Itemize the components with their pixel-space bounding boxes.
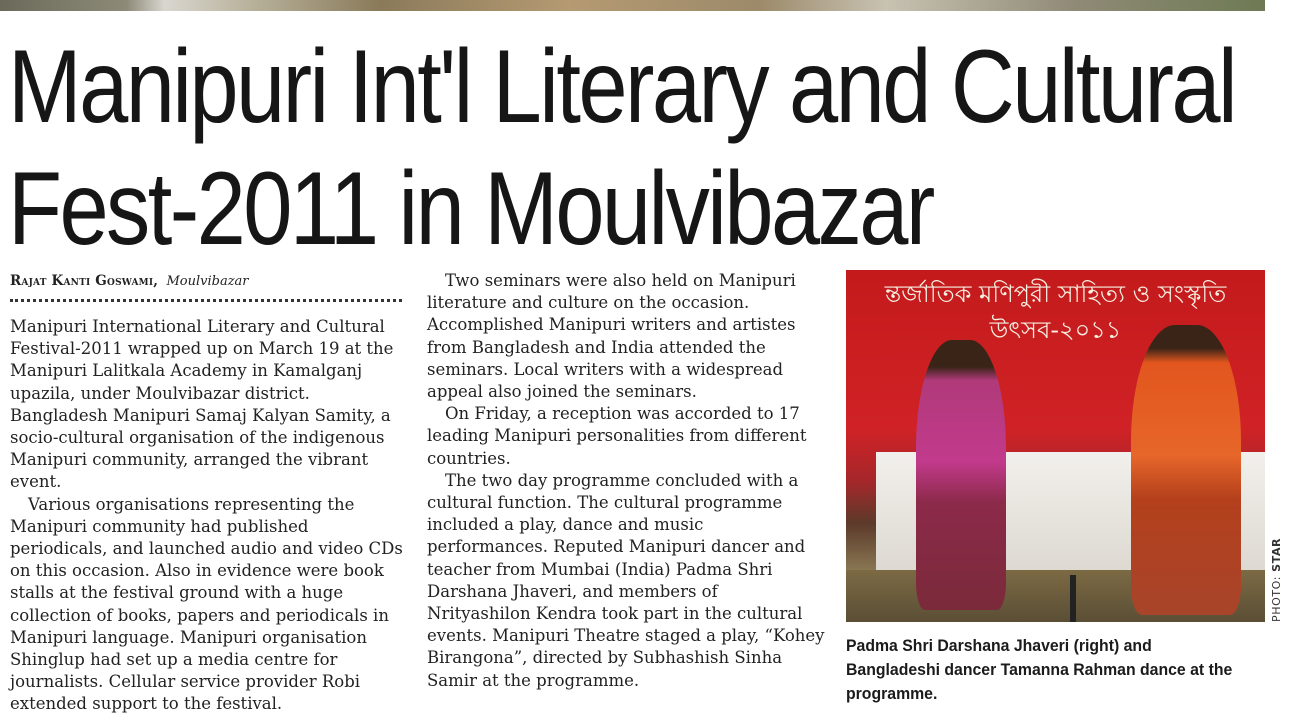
article-column-1 bbox=[10, 270, 408, 716]
article-column-2 bbox=[427, 270, 825, 692]
photo-credit-prefix: PHOTO: bbox=[1270, 575, 1283, 622]
byline-location: Moulvibazar bbox=[166, 274, 249, 289]
microphone-stand bbox=[1070, 575, 1076, 622]
byline-author: Rajat Kanti Goswami, bbox=[10, 273, 159, 289]
headline-line-1: Manipuri Int'l Literary and Cultural bbox=[8, 29, 1236, 145]
paragraph: The two day programme concluded with a cultural function. The cultural programme included a play, dance and music performances. Reputed Manipuri dancer and teacher from Mumbai (India) Padma Shri Darshana Jhaveri, and members of Nrityashilon Kendra took part in the cultural events. Manipuri Theatre staged a play, “Kohey Birangona”, directed by Subhashish Sinha Samir at the programme. bbox=[427, 470, 825, 690]
dance-photo bbox=[846, 270, 1265, 622]
photo-credit-name: STAR bbox=[1270, 537, 1283, 572]
photo-caption: Padma Shri Darshana Jhaveri (right) and Bangladeshi dancer Tamanna Rahman dance at the programme. bbox=[846, 636, 1233, 703]
headline bbox=[8, 26, 1236, 270]
byline bbox=[10, 270, 408, 293]
headline-line-2: Fest-2011 in Moulvibazar bbox=[8, 151, 933, 267]
dancer-left bbox=[916, 340, 1006, 610]
paragraph: On Friday, a reception was accorded to 17 leading Manipuri personalities from different countries. bbox=[427, 404, 807, 468]
dancer-right bbox=[1131, 325, 1241, 615]
banner-line-1: ন্তর্জাতিক মণিপুরী সাহিত্য ও সংস্কৃতি bbox=[884, 280, 1227, 308]
photo-credit bbox=[1270, 538, 1283, 622]
paragraph: Two seminars were also held on Manipuri literature and culture on the occasion. Accomplished Manipuri writers and artistes from Bangladesh and India attended the seminars. Local writers with a widespread appeal also joined the seminars. bbox=[427, 271, 796, 402]
paragraph: Various organisations representing the Manipuri community had published periodicals, and launched audio and video CDs on this occasion. Also in evidence were book stalls at the festival ground with a huge collection of books, papers and periodicals in Manipuri language. Manipuri organisation Shinglup had set up a media centre for journalists. Cellular service provider Robi extended support to the festival. bbox=[10, 494, 403, 714]
banner-line-2: উৎসব-২০১১ bbox=[989, 316, 1122, 344]
dotted-divider bbox=[10, 299, 402, 302]
paragraph: Manipuri International Literary and Cultural Festival-2011 wrapped up on March 19 at the Manipuri Lalitkala Academy in Kamalganj upazila, under Moulvibazar district. Bangladesh Manipuri Samaj Kalyan Samity, a socio-cultural organisation of the indigenous Manipuri community, arranged the vibrant event. bbox=[10, 317, 394, 492]
top-photo-strip bbox=[0, 0, 1265, 11]
